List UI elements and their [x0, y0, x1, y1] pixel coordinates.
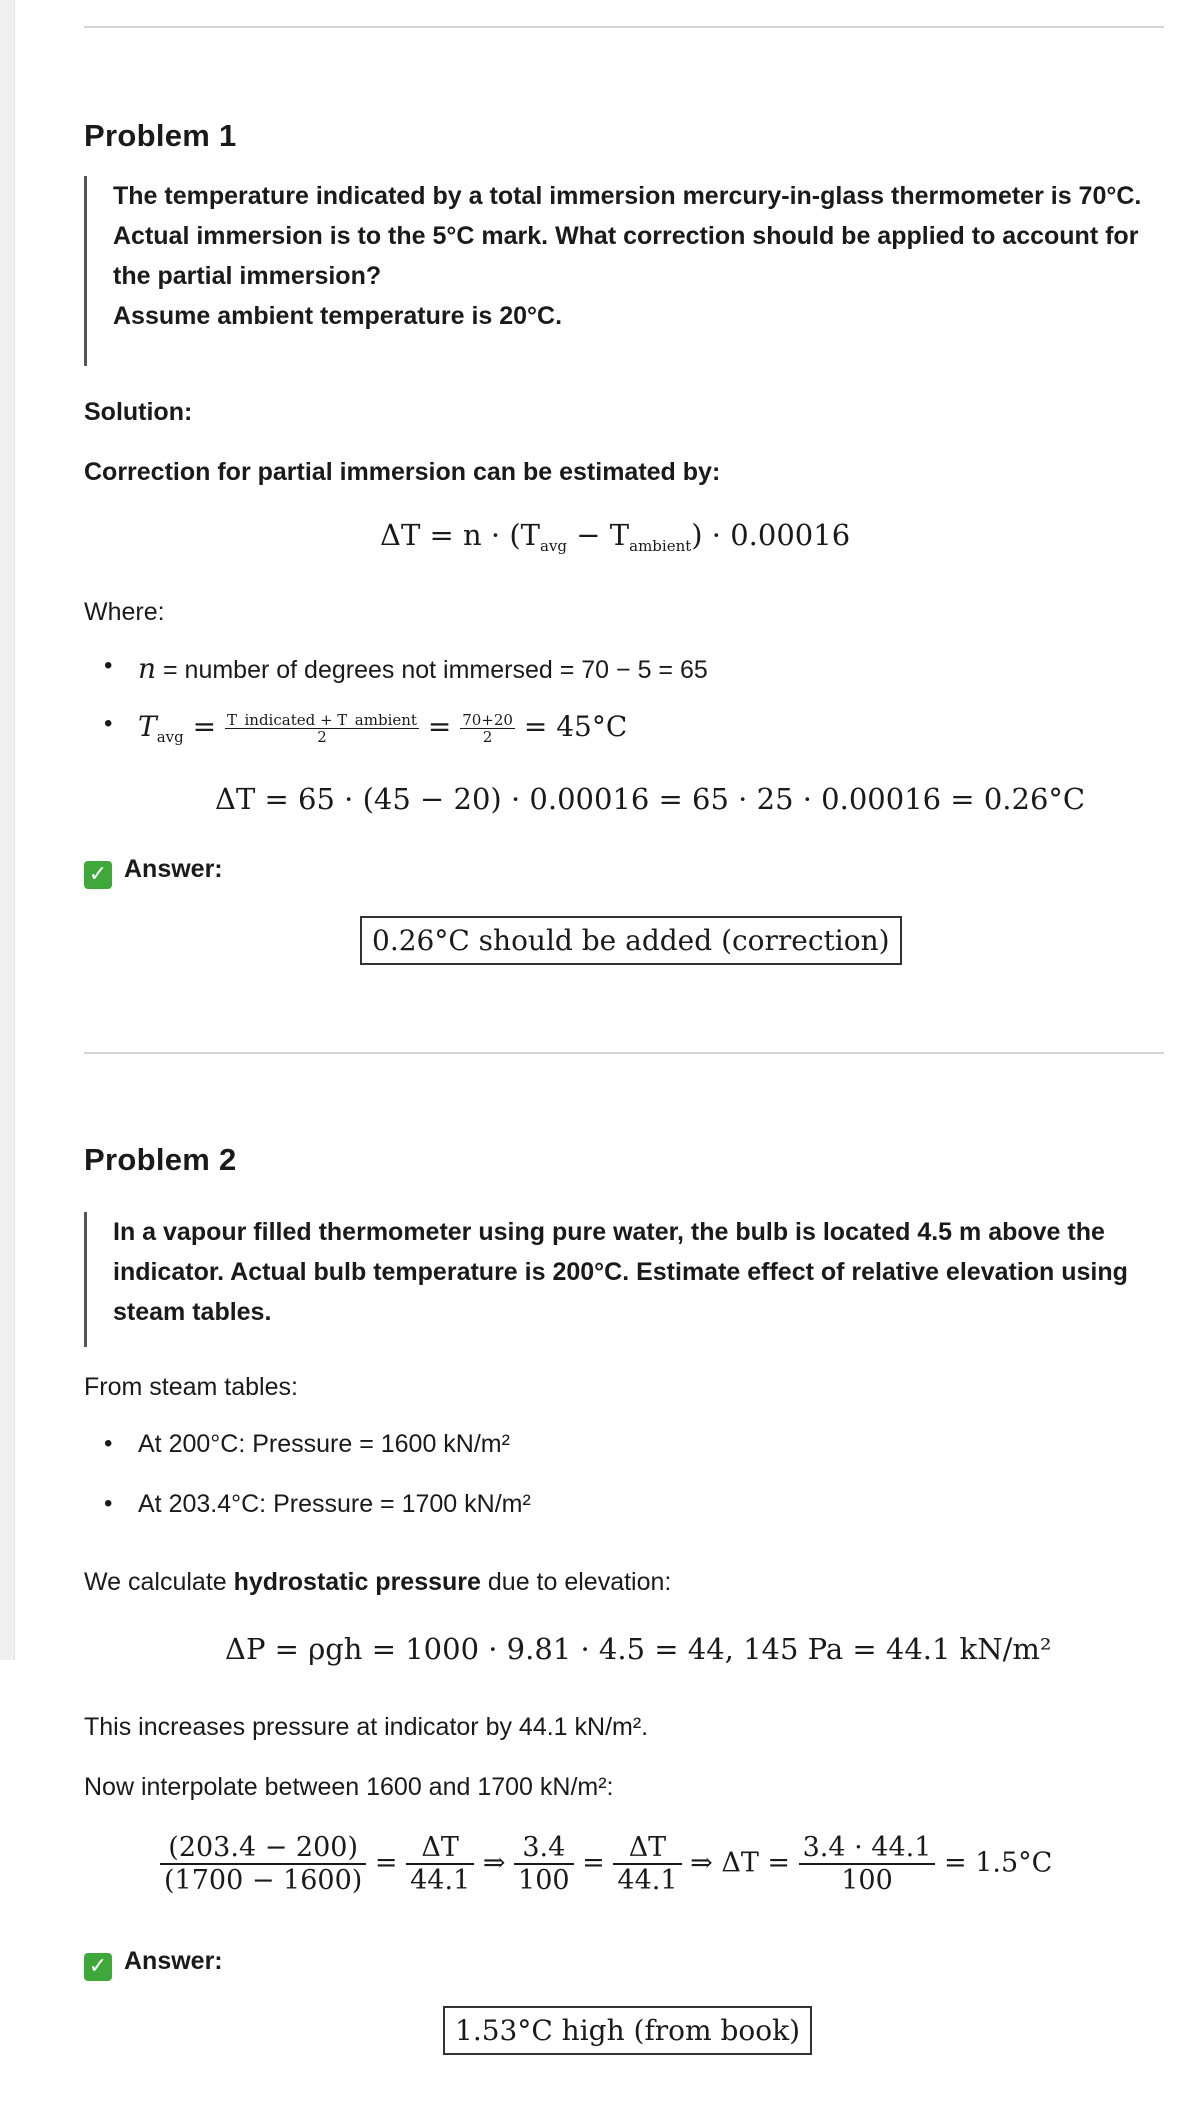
frac-num: 3.4: [514, 1832, 574, 1865]
calc-intro-bold: hydrostatic pressure: [233, 1568, 481, 1596]
bullet-tavg: [104, 710, 628, 746]
formula-sub-ambient: ambient: [629, 537, 692, 555]
eq: =: [582, 1847, 605, 1879]
eq: =: [418, 710, 461, 743]
bullet-n-text: number of degrees not immersed = 70 − 5 = 65: [184, 656, 708, 684]
section-divider: [84, 1052, 1164, 1054]
frac-num: T_indicated + T_ambient: [226, 711, 417, 729]
problem2-question-line3: steam tables.: [113, 1298, 272, 1326]
frac-num: 70+20: [462, 711, 513, 729]
eq: =: [156, 656, 185, 684]
formula-part: ΔT = n · (T: [380, 518, 541, 552]
formula-part: ) · 0.00016: [691, 518, 851, 552]
problem1-question-line2: Actual immersion is to the 5°C mark. What correction should be applied to account for: [113, 222, 1139, 250]
var-T: T: [138, 710, 157, 743]
answer2-label: Answer:: [124, 1947, 223, 1975]
frac-den: 2: [482, 728, 493, 746]
steam-item-2-text: At 203.4°C: Pressure = 1700 kN/m²: [138, 1490, 531, 1518]
interp-result: = 1.5°C: [944, 1847, 1053, 1879]
bullet-n: [104, 652, 708, 685]
solution-label: Solution:: [84, 398, 193, 426]
frac-den: (1700 − 1600): [164, 1865, 363, 1896]
increase-text: This increases pressure at indicator by 44.1 kN/m².: [84, 1713, 649, 1741]
answer2-label-row: [84, 1944, 223, 1981]
frac-den: 2: [317, 728, 327, 746]
var-n: n: [138, 652, 157, 685]
answer1-box: 0.26°C should be added (correction): [360, 916, 902, 965]
interp-fraction-5: [799, 1832, 936, 1896]
calc-intro: [84, 1565, 671, 1599]
tavg-numeric-fraction: [460, 712, 515, 745]
steam-item-1: [104, 1430, 510, 1459]
frac-num: ΔT: [613, 1832, 681, 1865]
tavg-result: = 45°C: [514, 710, 628, 743]
correction-formula: [380, 518, 850, 555]
bullet-dot: •: [104, 1430, 113, 1457]
interp-fraction-4: [613, 1832, 681, 1896]
bullet-dot: •: [104, 1490, 113, 1517]
top-divider: [84, 26, 1164, 28]
frac-num: ΔT: [406, 1832, 474, 1865]
steam-tables-label: From steam tables:: [84, 1373, 298, 1401]
eq: =: [374, 1847, 398, 1879]
frac-den: 100: [841, 1865, 893, 1896]
steam-item-1-text: At 200°C: Pressure = 1600 kN/m²: [138, 1430, 510, 1458]
problem2-question-line1: In a vapour filled thermometer using pure water, the bulb is located 4.5 m above the: [113, 1218, 1105, 1246]
problem2-title: Problem 2: [84, 1142, 237, 1177]
delta-t-calc: ΔT = 65 · (45 − 20) · 0.00016 = 65 · 25 · 0.00016 = 0.26°C: [215, 782, 1086, 816]
correction-intro: Correction for partial immersion can be estimated by:: [84, 458, 721, 486]
frac-num: 3.4 · 44.1: [799, 1832, 936, 1865]
problem1-title: Problem 1: [84, 118, 237, 153]
formula-part: − T: [567, 518, 630, 552]
problem2-question: [84, 1212, 1183, 1347]
eq: =: [183, 710, 225, 743]
problem2-question-line2: indicator. Actual bulb temperature is 200°C. Estimate effect of relative elevation using: [113, 1258, 1128, 1286]
interpolation-equation: [160, 1832, 1052, 1896]
answer2-box: 1.53°C high (from book): [443, 2006, 812, 2055]
answer1-label-row: [84, 852, 223, 889]
steam-item-2: [104, 1490, 531, 1519]
interp-fraction-1: [160, 1832, 366, 1896]
problem1-question-line1: The temperature indicated by a total immersion mercury-in-glass thermometer is 70°C.: [113, 182, 1142, 210]
answer1-label: Answer:: [124, 855, 223, 883]
sub-avg: avg: [156, 728, 184, 746]
tavg-fraction: [225, 712, 419, 745]
problem1-question-line4: Assume ambient temperature is 20°C.: [113, 302, 563, 330]
arrow-delta: ⇒ ΔT =: [690, 1847, 791, 1879]
problem1-question: [84, 176, 1183, 366]
calc-intro-pre: We calculate: [84, 1568, 234, 1596]
check-mark-icon: ✓: [84, 1953, 112, 1981]
problem1-question-line3: the partial immersion?: [113, 262, 382, 290]
frac-den: 44.1: [617, 1865, 678, 1896]
frac-num: (203.4 − 200): [160, 1832, 366, 1865]
frac-den: 44.1: [410, 1865, 471, 1896]
interpolate-text: Now interpolate between 1600 and 1700 kN/m²:: [84, 1773, 614, 1801]
calc-intro-post: due to elevation:: [480, 1568, 672, 1596]
interp-fraction-2: [406, 1832, 474, 1896]
formula-sub-avg: avg: [540, 537, 568, 555]
frac-den: 100: [518, 1865, 570, 1896]
where-label: Where:: [84, 598, 165, 626]
interp-fraction-3: [514, 1832, 574, 1896]
bullet-dot: •: [104, 652, 113, 679]
pressure-equation: ΔP = ρgh = 1000 · 9.81 · 4.5 = 44, 145 Pa = 44.1 kN/m²: [225, 1632, 1052, 1666]
check-mark-icon: ✓: [84, 861, 112, 889]
bullet-dot: •: [104, 710, 113, 737]
arrow: ⇒: [482, 1847, 506, 1879]
left-scroll-gutter: [0, 0, 15, 1660]
